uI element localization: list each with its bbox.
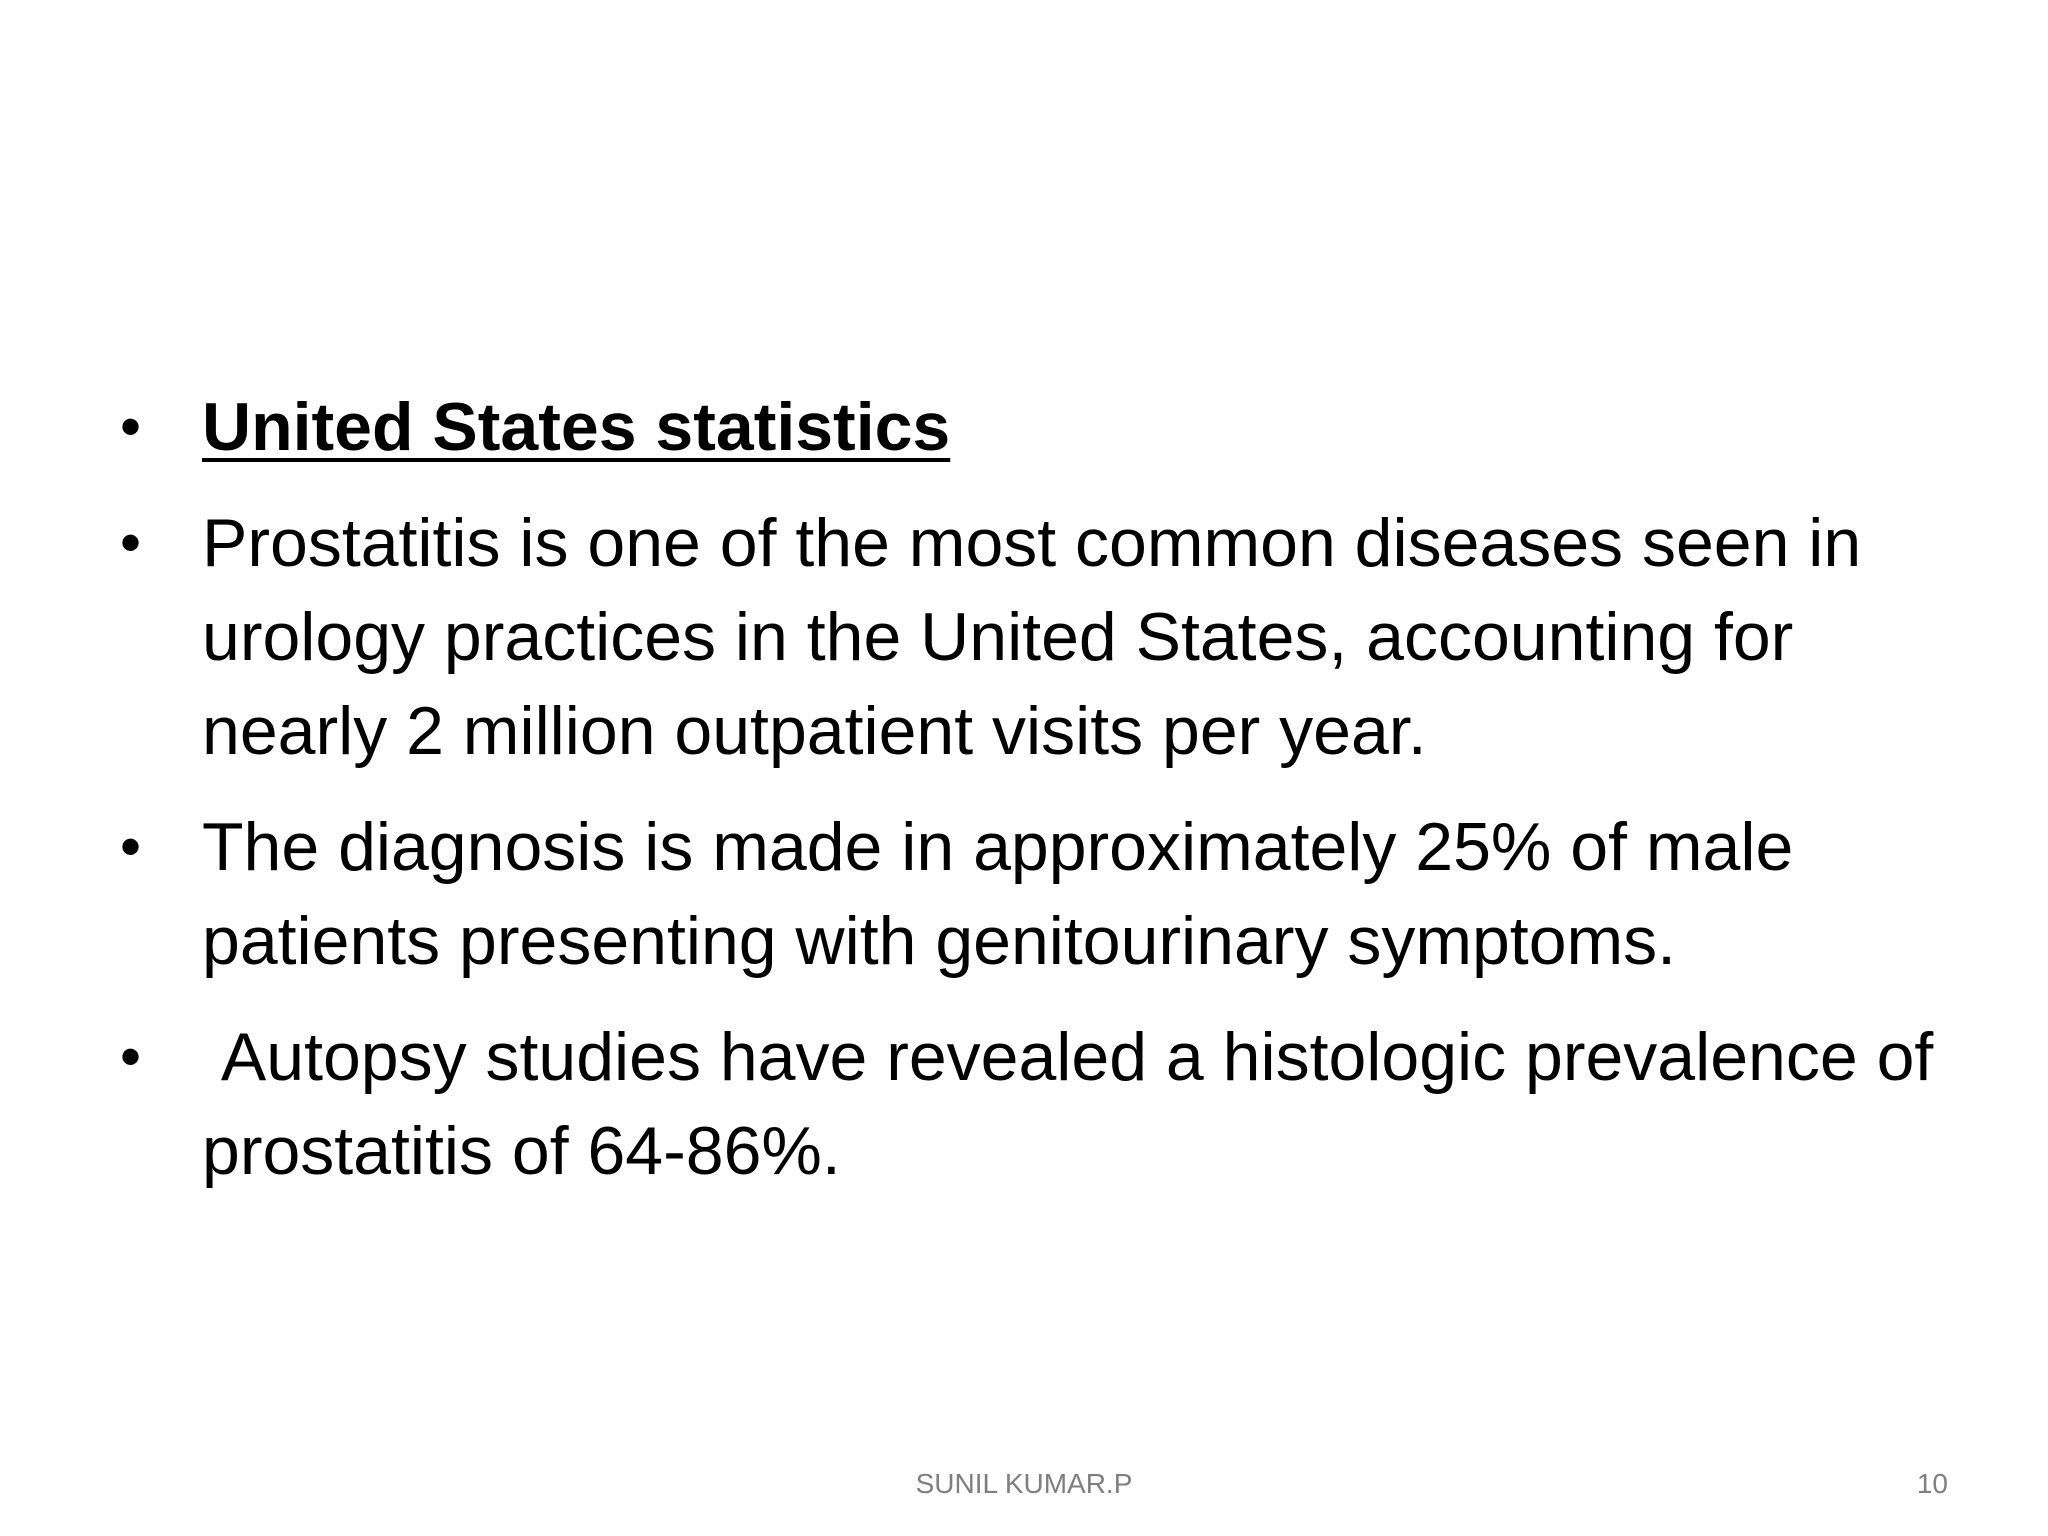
bullet-item <box>120 496 1940 778</box>
bullet-text: Autopsy studies have revealed a histologic prevalence of prostatitis of 64-86%. <box>202 1019 1953 1189</box>
bullet-dot-icon: • <box>120 393 142 460</box>
bullet-dot-icon: • <box>120 813 142 880</box>
bullet-item <box>120 1010 1953 1198</box>
footer-author: SUNIL KUMAR.P <box>915 1468 1133 1499</box>
bullet-item <box>120 800 1940 988</box>
bullet-dot-icon: • <box>120 1023 142 1090</box>
bullet-list <box>120 380 1953 1220</box>
section-heading: United States statistics <box>202 389 951 465</box>
bullet-text: The diagnosis is made in approximately 25% of male patients presenting with genitourinary symptoms. <box>202 809 1794 979</box>
bullet-dot-icon: • <box>120 509 142 576</box>
bullet-text: Prostatitis is one of the most common diseases seen in urology practices in the United States, accounting for nearly 2 million outpatient visits per year. <box>202 505 1862 769</box>
page-number: 10 <box>1916 1468 1948 1499</box>
bullet-item-heading <box>120 380 1940 474</box>
